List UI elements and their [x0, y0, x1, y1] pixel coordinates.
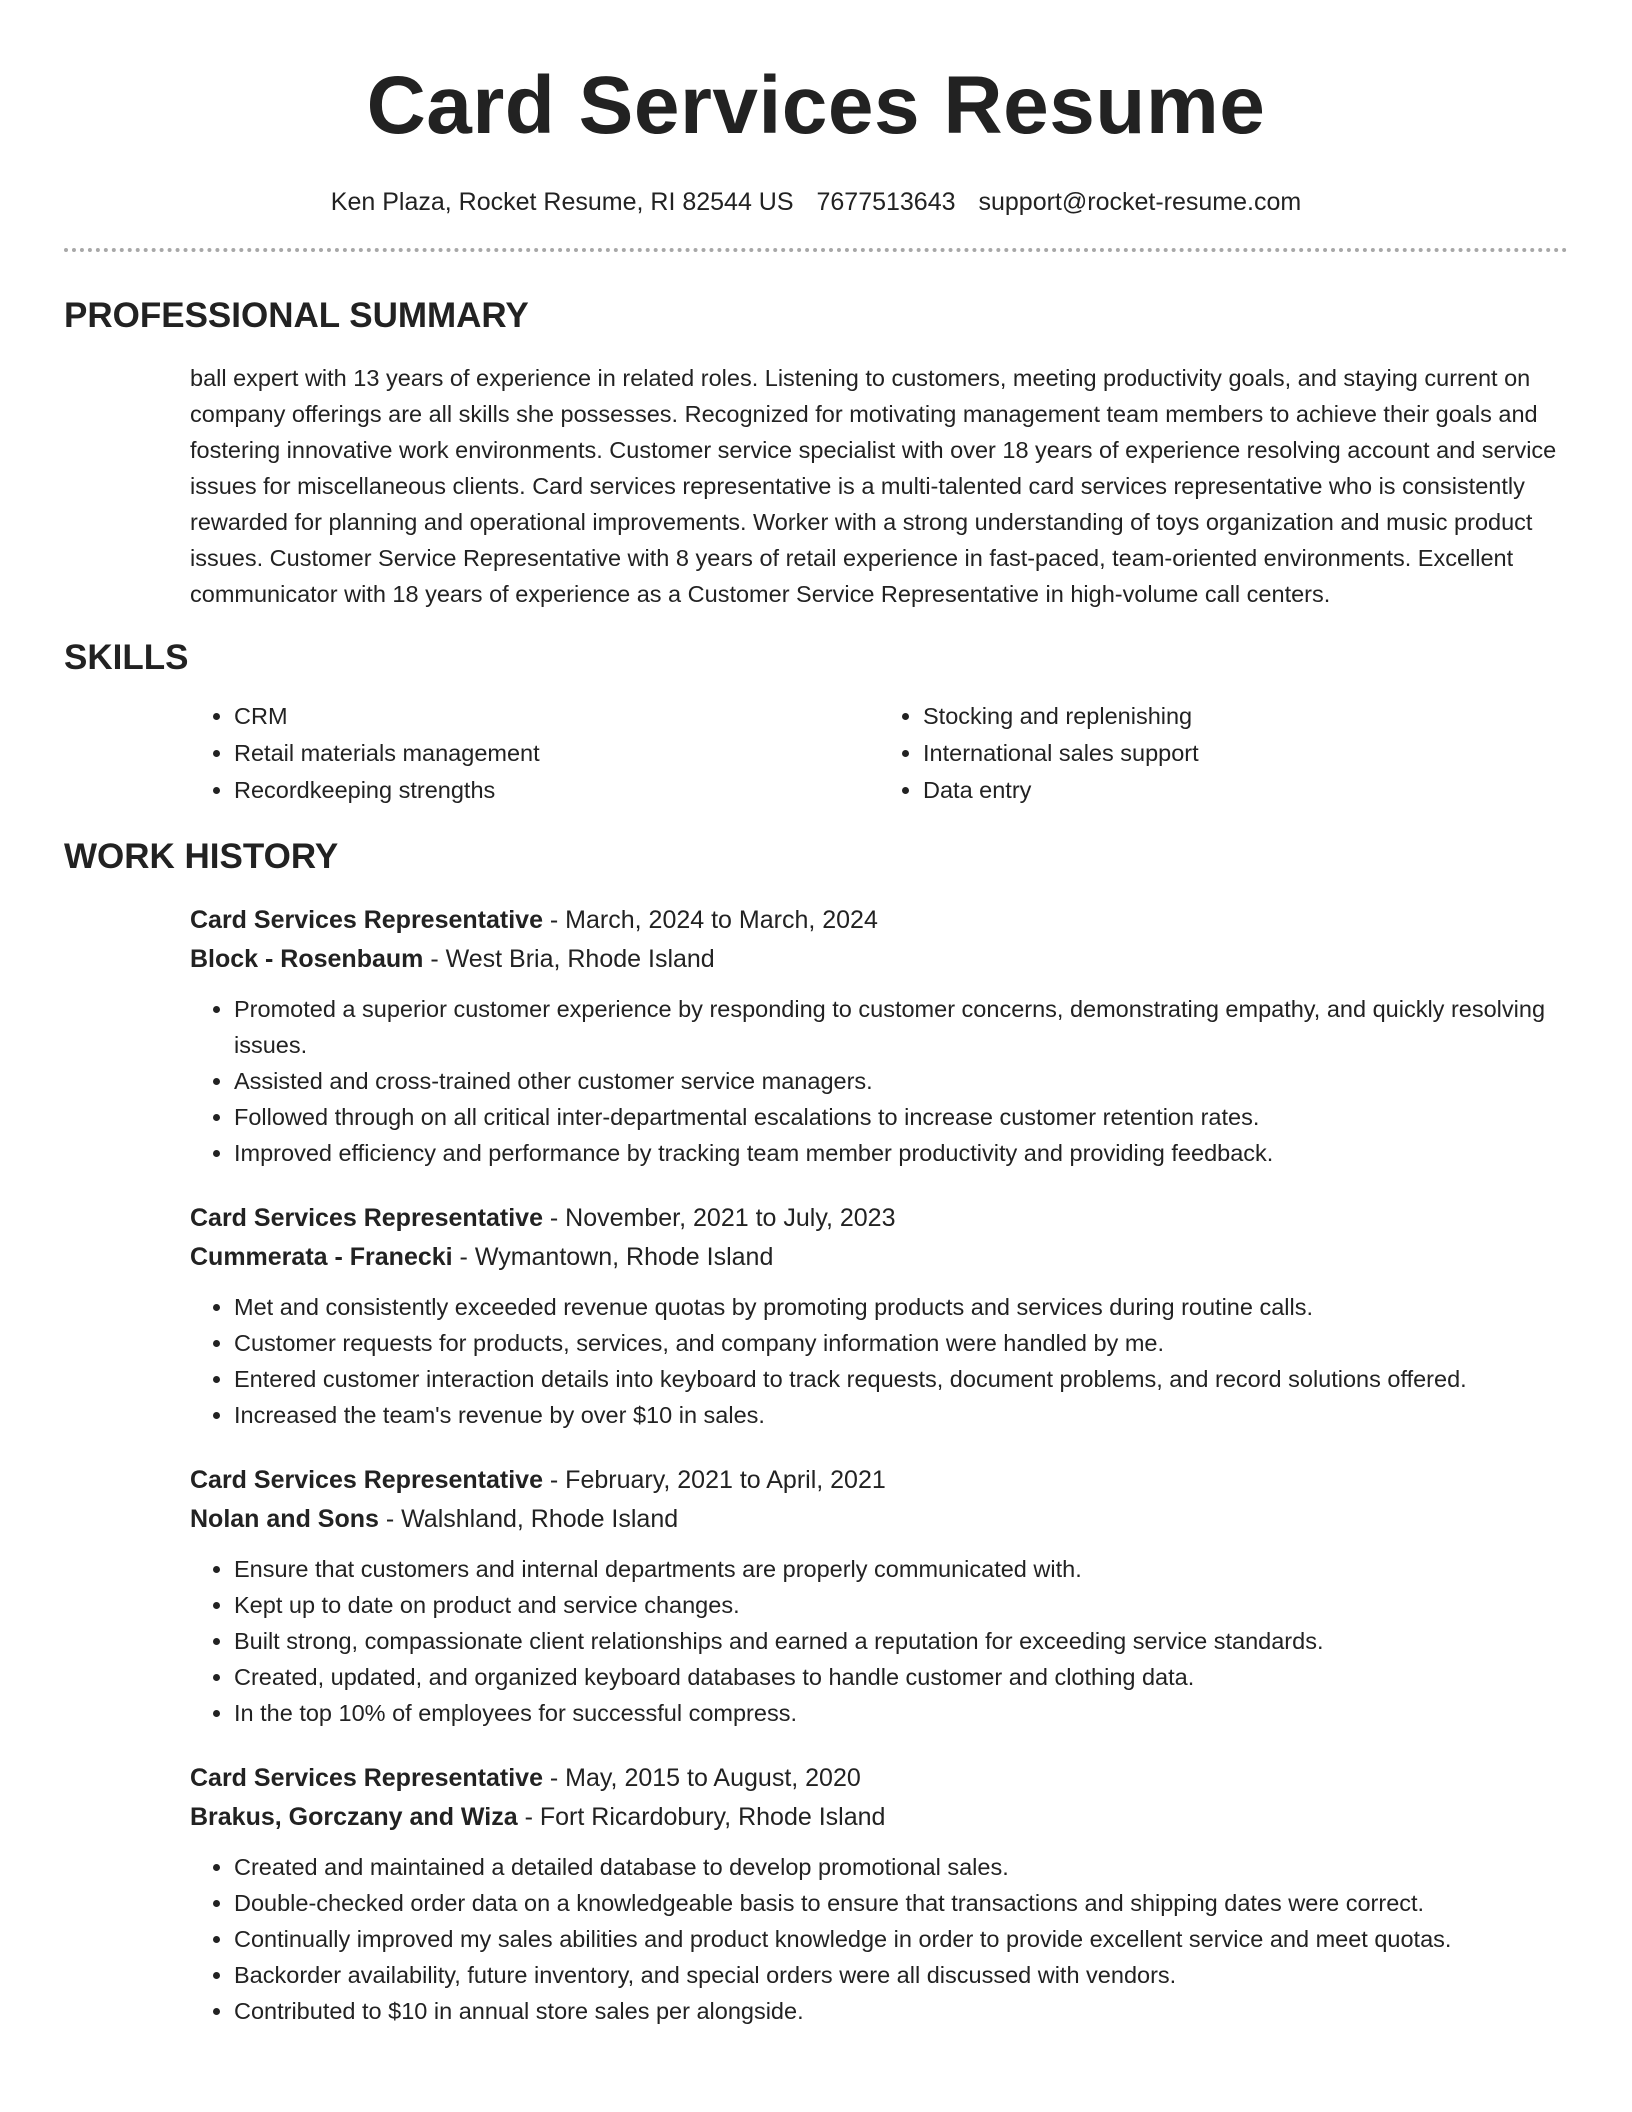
contact-phone: 7677513643	[816, 188, 956, 216]
job-company: Nolan and Sons	[190, 1505, 379, 1533]
job-dates: - March, 2024 to March, 2024	[542, 906, 878, 934]
skills-list	[190, 698, 1568, 809]
job-location: - West Bria, Rhode Island	[423, 945, 715, 973]
work-history-heading: WORK HISTORY	[64, 837, 339, 876]
summary-text: ball expert with 13 years of experience in related roles. Listening to customers, meeting productivity goals, and staying current on company offerings are all skills she possesses. Recognized for motivating management team members to achieve their goals and fostering innovative work environments. Customer service specialist with over 18 years of experience resolving account and service issues for miscellaneous clients. Card services representative is a multi-talented card services representative who is consistently rewarded for planning and operational improvements. Worker with a strong understanding of toys organization and music product issues. Customer Service Representative with 8 years of retail experience in fast-paced, team-oriented environments. Excellent communicator with 18 years of experience as a Customer Service Representative in high-volume call centers.	[190, 365, 1557, 607]
skill-item: • Stocking and replenishing	[923, 698, 1568, 735]
job-dates: - May, 2015 to August, 2020	[542, 1764, 861, 1792]
job-duties	[190, 1849, 1568, 2029]
job-duties	[190, 1289, 1568, 1433]
duty-item: • Continually improved my sales abilities and product knowledge in order to provide excellent service and meet quotas.	[234, 1921, 1568, 1957]
job-company: Block - Rosenbaum	[190, 945, 424, 973]
duty-item: • Created and maintained a detailed database to develop promotional sales.	[234, 1849, 1568, 1885]
job-title-line	[190, 1199, 1568, 1238]
header-divider	[64, 248, 1568, 252]
job-entry	[190, 1461, 1568, 1731]
duty-item: • Built strong, compassionate client relationships and earned a reputation for exceeding service standards.	[234, 1623, 1568, 1659]
job-title: Card Services Representative	[190, 906, 543, 934]
duty-item: • Promoted a superior customer experience by responding to customer concerns, demonstrating empathy, and quickly resolving issues.	[234, 991, 1568, 1063]
job-title-line	[190, 1461, 1568, 1500]
duty-item: • Followed through on all critical inter-departmental escalations to increase customer retention rates.	[234, 1099, 1568, 1135]
skill-item: • Data entry	[923, 772, 1568, 809]
duty-item: • Contributed to $10 in annual store sales per alongside.	[234, 1993, 1568, 2029]
skill-item: • Retail materials management	[234, 735, 879, 772]
duty-item: • Created, updated, and organized keyboard databases to handle customer and clothing data.	[234, 1659, 1568, 1695]
duty-item: • Increased the team's revenue by over $10 in sales.	[234, 1397, 1568, 1433]
job-company: Brakus, Gorczany and Wiza	[190, 1803, 518, 1831]
skill-item: • International sales support	[923, 735, 1568, 772]
duty-item: • Kept up to date on product and service changes.	[234, 1587, 1568, 1623]
summary-heading: PROFESSIONAL SUMMARY	[64, 296, 529, 335]
duty-item: • Entered customer interaction details into keyboard to track requests, document problems, and record solutions offered.	[234, 1361, 1568, 1397]
duty-item: • Improved efficiency and performance by tracking team member productivity and providing feedback.	[234, 1135, 1568, 1171]
job-title-line	[190, 1759, 1568, 1798]
job-dates: - November, 2021 to July, 2023	[542, 1204, 896, 1232]
job-title-line	[190, 901, 1568, 940]
skill-item: • CRM	[234, 698, 879, 735]
skills-column-right	[879, 698, 1568, 809]
resume-title: Card Services Resume	[366, 60, 1266, 151]
job-location: - Fort Ricardobury, Rhode Island	[517, 1803, 886, 1831]
job-entry	[190, 1759, 1568, 2029]
job-duties	[190, 991, 1568, 1171]
job-company-line	[190, 1500, 1568, 1539]
skills-column-left	[190, 698, 879, 809]
job-company-line	[190, 940, 1568, 979]
duty-item: • Customer requests for products, services, and company information were handled by me.	[234, 1325, 1568, 1361]
skill-item: • Recordkeeping strengths	[234, 772, 879, 809]
duty-item: • Assisted and cross-trained other customer service managers.	[234, 1063, 1568, 1099]
duty-item: • Ensure that customers and internal departments are properly communicated with.	[234, 1551, 1568, 1587]
job-company: Cummerata - Franecki	[190, 1243, 453, 1271]
job-dates: - February, 2021 to April, 2021	[542, 1466, 886, 1494]
duty-item: • In the top 10% of employees for successful compress.	[234, 1695, 1568, 1731]
contact-line	[64, 186, 1568, 218]
contact-email: support@rocket-resume.com	[978, 188, 1302, 216]
contact-address: Ken Plaza, Rocket Resume, RI 82544 US	[330, 188, 794, 216]
job-company-line	[190, 1798, 1568, 1837]
job-title: Card Services Representative	[190, 1466, 543, 1494]
job-entry	[190, 901, 1568, 1171]
job-company-line	[190, 1238, 1568, 1277]
job-title: Card Services Representative	[190, 1204, 543, 1232]
duty-item: • Met and consistently exceeded revenue quotas by promoting products and services during routine calls.	[234, 1289, 1568, 1325]
job-location: - Wymantown, Rhode Island	[452, 1243, 774, 1271]
duty-item: • Double-checked order data on a knowledgeable basis to ensure that transactions and shipping dates were correct.	[234, 1885, 1568, 1921]
duty-item: • Backorder availability, future inventory, and special orders were all discussed with vendors.	[234, 1957, 1568, 1993]
job-title: Card Services Representative	[190, 1764, 543, 1792]
job-location: - Walshland, Rhode Island	[378, 1505, 679, 1533]
skills-heading: SKILLS	[64, 638, 189, 677]
job-entry	[190, 1199, 1568, 1433]
job-duties	[190, 1551, 1568, 1731]
